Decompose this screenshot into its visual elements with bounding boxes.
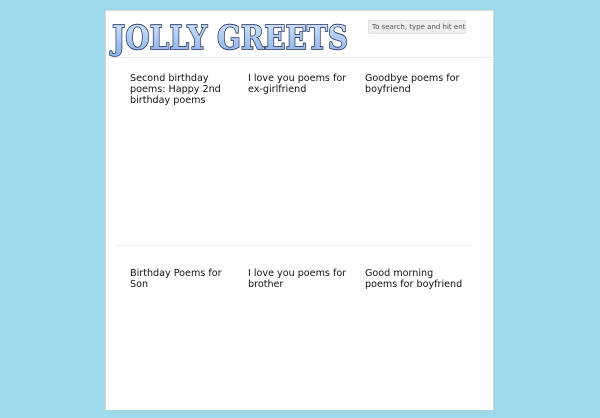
post-link[interactable]: I love you poems for brother (248, 268, 347, 290)
post-row (116, 245, 473, 418)
post-row (116, 73, 473, 245)
post-link[interactable]: Good morning poems for boyfriend (365, 268, 463, 290)
logo-graphic (110, 15, 354, 57)
post-link[interactable]: Goodbye poems for boyfriend (365, 73, 460, 95)
post-grid (116, 73, 473, 418)
post-link[interactable]: I love you poems for ex-girlfriend (248, 73, 347, 95)
site-logo[interactable] (110, 15, 354, 57)
logo-text: JOLLY GREETS (109, 18, 348, 57)
search-input[interactable] (368, 20, 466, 34)
post-link[interactable]: Second birthday poems: Happy 2nd birthday poems (130, 73, 221, 106)
page-container (105, 10, 494, 410)
site-header (106, 11, 493, 58)
post-link[interactable]: Birthday Poems for Son (130, 268, 222, 290)
